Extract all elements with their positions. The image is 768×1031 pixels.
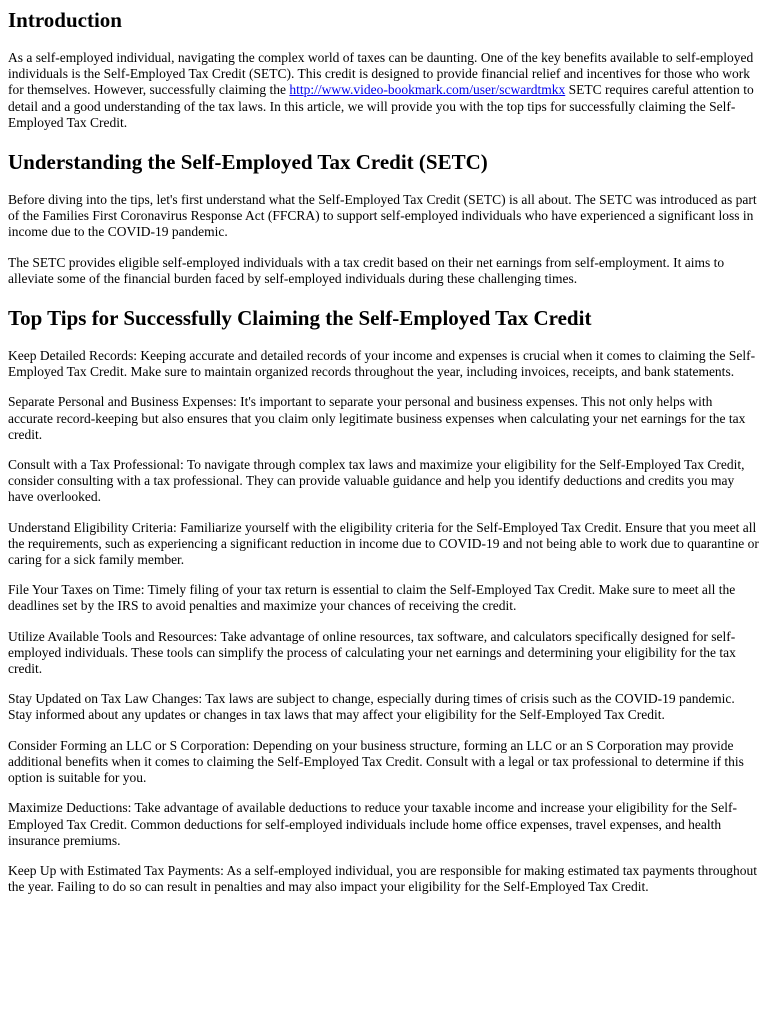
understanding-paragraph-1: Before diving into the tips, let's first understand what the Self-Employed Tax Credit (SETC) is all about. The SETC was introduced as part of the Families First Coronavirus Response Act (FFCRA) to support self-employed individuals who have experienced a significant loss in income due to the COVID-19 pandemic.: [8, 192, 757, 240]
tip-keep-detailed-records: Keep Detailed Records: Keeping accurate and detailed records of your income and expenses is crucial when it comes to claiming the Self-Employed Tax Credit. Make sure to maintain organized records throughout the year, including invoices, receipts, and bank statements.: [8, 348, 756, 380]
tip-understand-eligibility: Understand Eligibility Criteria: Familiarize yourself with the eligibility criteria for the Self-Employed Tax Credit. Ensure that you meet all the requirements, such as experiencing a significant reduction in income due to COVID-19 and not being able to work due to quarantine or caring for a sick family member.: [8, 519, 759, 568]
tips-heading: Top Tips for Successfully Claiming the Self-Employed Tax Credit: [8, 306, 592, 331]
tip-maximize-deductions: Maximize Deductions: Take advantage of available deductions to reduce your taxable income and increase your eligibility for the Self-Employed Tax Credit. Common deductions for self-employed individuals include home office expenses, travel expenses, and health insurance premiums.: [8, 800, 738, 848]
intro-text-before-link: As a self-employed individual, navigating the complex world of taxes can be daunting. One of the key benefits available to self-employed individuals is the Self-Employed Tax Credit (SETC). This credit is designed to provide financial relief and incentives for those who work for themselves. However, successfully claiming the: [8, 50, 754, 98]
tip-consider-llc: Consider Forming an LLC or S Corporation: Depending on your business structure, forming an LLC or an S Corporation may provide additional benefits when it comes to claiming the Self-Employed Tax Credit. Consult with a legal or tax professional to determine if this option is suitable for you.: [8, 737, 744, 786]
article: [0, 7, 768, 895]
tip-file-on-time: File Your Taxes on Time: Timely filing of your tax return is essential to claim the Self-Employed Tax Credit. Make sure to meet all the deadlines set by the IRS to avoid penalties and maximize your chances of receiving the credit.: [8, 582, 736, 614]
understanding-paragraph-2: The SETC provides eligible self-employed individuals with a tax credit based on their net earnings from self-employment. It aims to alleviate some of the financial burden faced by self-employed individuals during these challenging times.: [8, 254, 725, 286]
tip-utilize-tools: Utilize Available Tools and Resources: Take advantage of online resources, tax software, and calculators specifically designed for self-employed individuals. These tools can simplify the process of calculating your net earnings and determining your eligibility for the tax credit.: [8, 628, 736, 677]
tip-consult-tax-professional: Consult with a Tax Professional: To navigate through complex tax laws and maximize your eligibility for the Self-Employed Tax Credit, consider consulting with a tax professional. They can provide valuable guidance and help you identify deductions and credits you may have overlooked.: [8, 457, 745, 505]
understanding-heading: Understanding the Self-Employed Tax Credit (SETC): [8, 150, 488, 175]
tips-list: [8, 348, 760, 895]
tip-separate-expenses: Separate Personal and Business Expenses: It's important to separate your personal and business expenses. This not only helps with accurate record-keeping but also ensures that you claim only legitimate business expenses when calculating your net earnings for the tax credit.: [8, 394, 746, 442]
tip-stay-updated: Stay Updated on Tax Law Changes: Tax laws are subject to change, especially during times of crisis such as the COVID-19 pandemic. Stay informed about any updates or changes in tax laws that may affect your eligibility for the Self-Employed Tax Credit.: [8, 691, 735, 723]
tip-estimated-payments: Keep Up with Estimated Tax Payments: As a self-employed individual, you are responsible for making estimated tax payments throughout the year. Failing to do so can result in penalties and may also impact your eligibility for the Self-Employed Tax Credit.: [8, 862, 758, 895]
video-bookmark-link[interactable]: http://www.video-bookmark.com/user/scwardtmkx: [289, 82, 566, 98]
intro-paragraph: [8, 50, 760, 131]
intro-heading: Introduction: [8, 8, 122, 32]
intro-text-after-link: SETC requires careful attention to detail and a good understanding of the tax laws. In this article, we will provide you with the top tips for successfully claiming the Self-Employed Tax Credit.: [8, 82, 754, 130]
